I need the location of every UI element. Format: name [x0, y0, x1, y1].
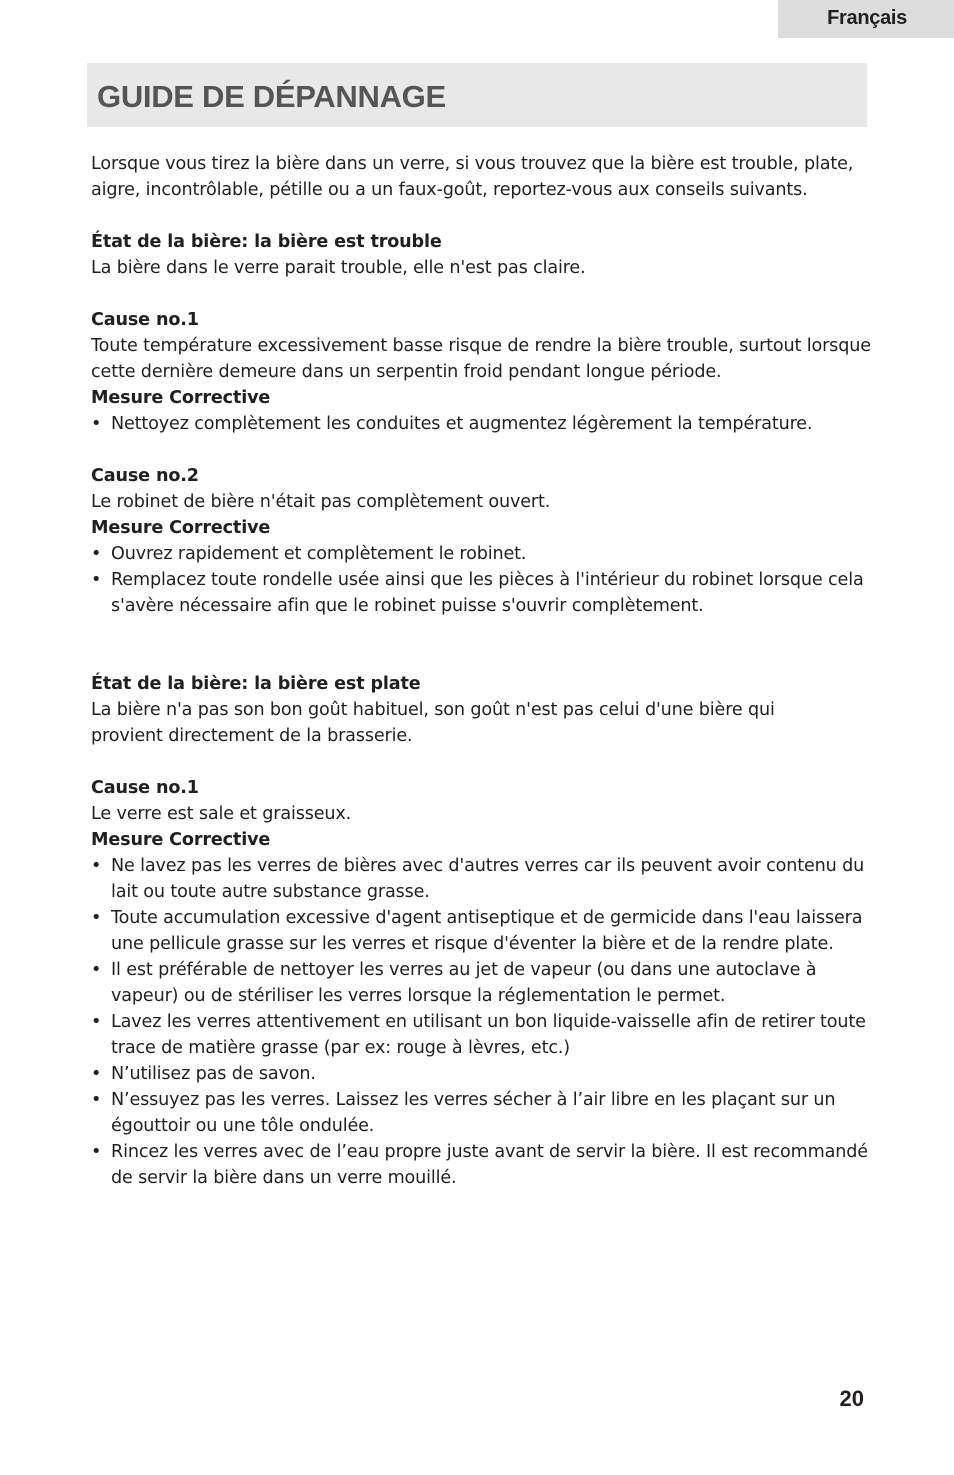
- measure-label: Mesure Corrective: [91, 830, 271, 850]
- list-item: • Lavez les verres attentivement en utilisant un bon liquide-vaisselle afin de retirer toute trace de matière grasse (par ex: rouge à lèvres, etc.): [91, 1009, 871, 1061]
- list-item: • Ne lavez pas les verres de bières avec d'autres verres car ils peuvent avoir contenu du lait ou toute autre substance grasse.: [91, 853, 871, 905]
- list-item: • Nettoyez complètement les conduites et augmentez légèrement la température.: [91, 411, 871, 437]
- title-bar: [87, 63, 867, 127]
- cause-text: Le verre est sale et graisseux.: [91, 804, 352, 824]
- list-item: • N’essuyez pas les verres. Laissez les verres sécher à l’air libre en les plaçant sur un égouttoir ou une tôle ondulée.: [91, 1087, 871, 1139]
- intro-paragraph: Lorsque vous tirez la bière dans un verre, si vous trouvez que la bière est trouble, plate, aigre, incontrôlable, pétille ou a un faux-goût, reportez-vous aux conseils suivants.: [91, 154, 854, 200]
- cause-text: Toute température excessivement basse risque de rendre la bière trouble, surtout lorsque cette dernière demeure dans un serpentin froid pendant longue période.: [91, 336, 871, 382]
- main-content: [91, 151, 871, 1191]
- cause-title: Cause no.1: [91, 310, 199, 330]
- measure-list: [91, 411, 871, 437]
- page-number: 20: [839, 1386, 864, 1411]
- section-description: La bière dans le verre parait trouble, elle n'est pas claire.: [91, 258, 586, 278]
- measure-label: Mesure Corrective: [91, 388, 271, 408]
- measure-list: [91, 853, 871, 1191]
- list-item: • Remplacez toute rondelle usée ainsi que les pièces à l'intérieur du robinet lorsque cela s'avère nécessaire afin que le robinet puisse s'ouvrir complètement.: [91, 567, 871, 619]
- section-description: La bière n'a pas son bon goût habituel, son goût n'est pas celui d'une bière qui provient directement de la brasserie.: [91, 700, 775, 746]
- list-item: • N’utilisez pas de savon.: [91, 1061, 871, 1087]
- measure-label: Mesure Corrective: [91, 518, 271, 538]
- section-heading: État de la bière: la bière est trouble: [91, 232, 442, 252]
- measure-list: [91, 541, 871, 619]
- cause-text: Le robinet de bière n'était pas complètement ouvert.: [91, 492, 551, 512]
- cause-title: Cause no.1: [91, 778, 199, 798]
- list-item: • Toute accumulation excessive d'agent antiseptique et de germicide dans l'eau laissera une pellicule grasse sur les verres et risque d'éventer la bière et de la rendre plate.: [91, 905, 871, 957]
- list-item: • Ouvrez rapidement et complètement le robinet.: [91, 541, 871, 567]
- page-title: GUIDE DE DÉPANNAGE: [97, 79, 446, 114]
- cause-title: Cause no.2: [91, 466, 199, 486]
- language-tab: Français: [778, 0, 954, 38]
- list-item: • Il est préférable de nettoyer les verres au jet de vapeur (ou dans une autoclave à vapeur) ou de stériliser les verres lorsque la réglementation le permet.: [91, 957, 871, 1009]
- section-heading: État de la bière: la bière est plate: [91, 674, 421, 694]
- list-item: • Rincez les verres avec de l’eau propre juste avant de servir la bière. Il est recommandé de servir la bière dans un verre mouillé.: [91, 1139, 871, 1191]
